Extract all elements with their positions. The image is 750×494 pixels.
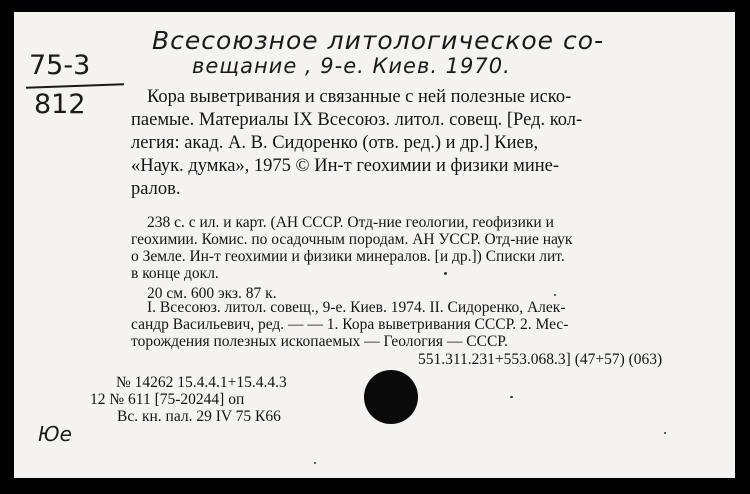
registry-line: 12 № 611 [75-20244] оп — [90, 391, 245, 408]
description-line: о Земле. Ин-т геохимии и физики минералов. [и др.]) Списки лит. — [131, 248, 565, 265]
call-number-divider — [26, 83, 124, 88]
classification-index: 551.311.231+553.068.3] (47+57) (063) — [418, 351, 663, 368]
handwritten-heading-line2: вещание , 9-е. Киев. 1970. — [192, 54, 511, 78]
handwritten-heading-line1: Всесоюзное литологическое со- — [152, 26, 605, 55]
punch-hole — [364, 370, 418, 424]
speck — [664, 432, 666, 434]
main-entry-line: ралов. — [131, 179, 181, 199]
speck — [510, 396, 513, 398]
speck — [554, 294, 556, 296]
speck — [444, 272, 447, 275]
catalog-card — [14, 12, 735, 478]
tracing-line: торождения полезных ископаемых — Геология — СССР. — [131, 333, 508, 350]
speck — [314, 462, 316, 464]
call-number-top: 75-3 — [29, 50, 91, 81]
format-line: 20 см. 600 экз. 87 к. — [147, 285, 277, 302]
call-number-bottom: 812 — [34, 89, 86, 120]
main-entry-line: «Наук. думка», 1975 © Ин-т геохимии и физики мине- — [131, 156, 559, 176]
main-entry-line: паемые. Материалы IX Всесоюз. литол. совещ. [Ред. кол- — [131, 110, 583, 130]
description-line: 238 с. с ил. и карт. (АН СССР. Отд-ние геологии, геофизики и — [147, 214, 554, 231]
tracing-line: сандр Васильевич, ред. — — 1. Кора выветривания СССР. 2. Мес- — [131, 316, 569, 333]
description-line: геохимии. Комис. по осадочным породам. АН УССР. Отд-ние наук — [131, 231, 573, 248]
tracing-line: I. Всесоюз. литол. совещ., 9-е. Киев. 1974. II. Сидоренко, Алек- — [147, 299, 566, 316]
main-entry-line: легия: акад. А. В. Сидоренко (отв. ред.) и др.] Киев, — [131, 133, 539, 153]
handwritten-initials: Юе — [38, 422, 72, 446]
description-line: в конце докл. — [131, 265, 219, 282]
main-entry-line: Кора выветривания и связанные с ней полезные иско- — [147, 87, 572, 107]
registry-line: № 14262 15.4.4.1+15.4.4.3 — [116, 374, 287, 391]
registry-line: Вс. кн. пал. 29 IV 75 К66 — [117, 408, 281, 425]
